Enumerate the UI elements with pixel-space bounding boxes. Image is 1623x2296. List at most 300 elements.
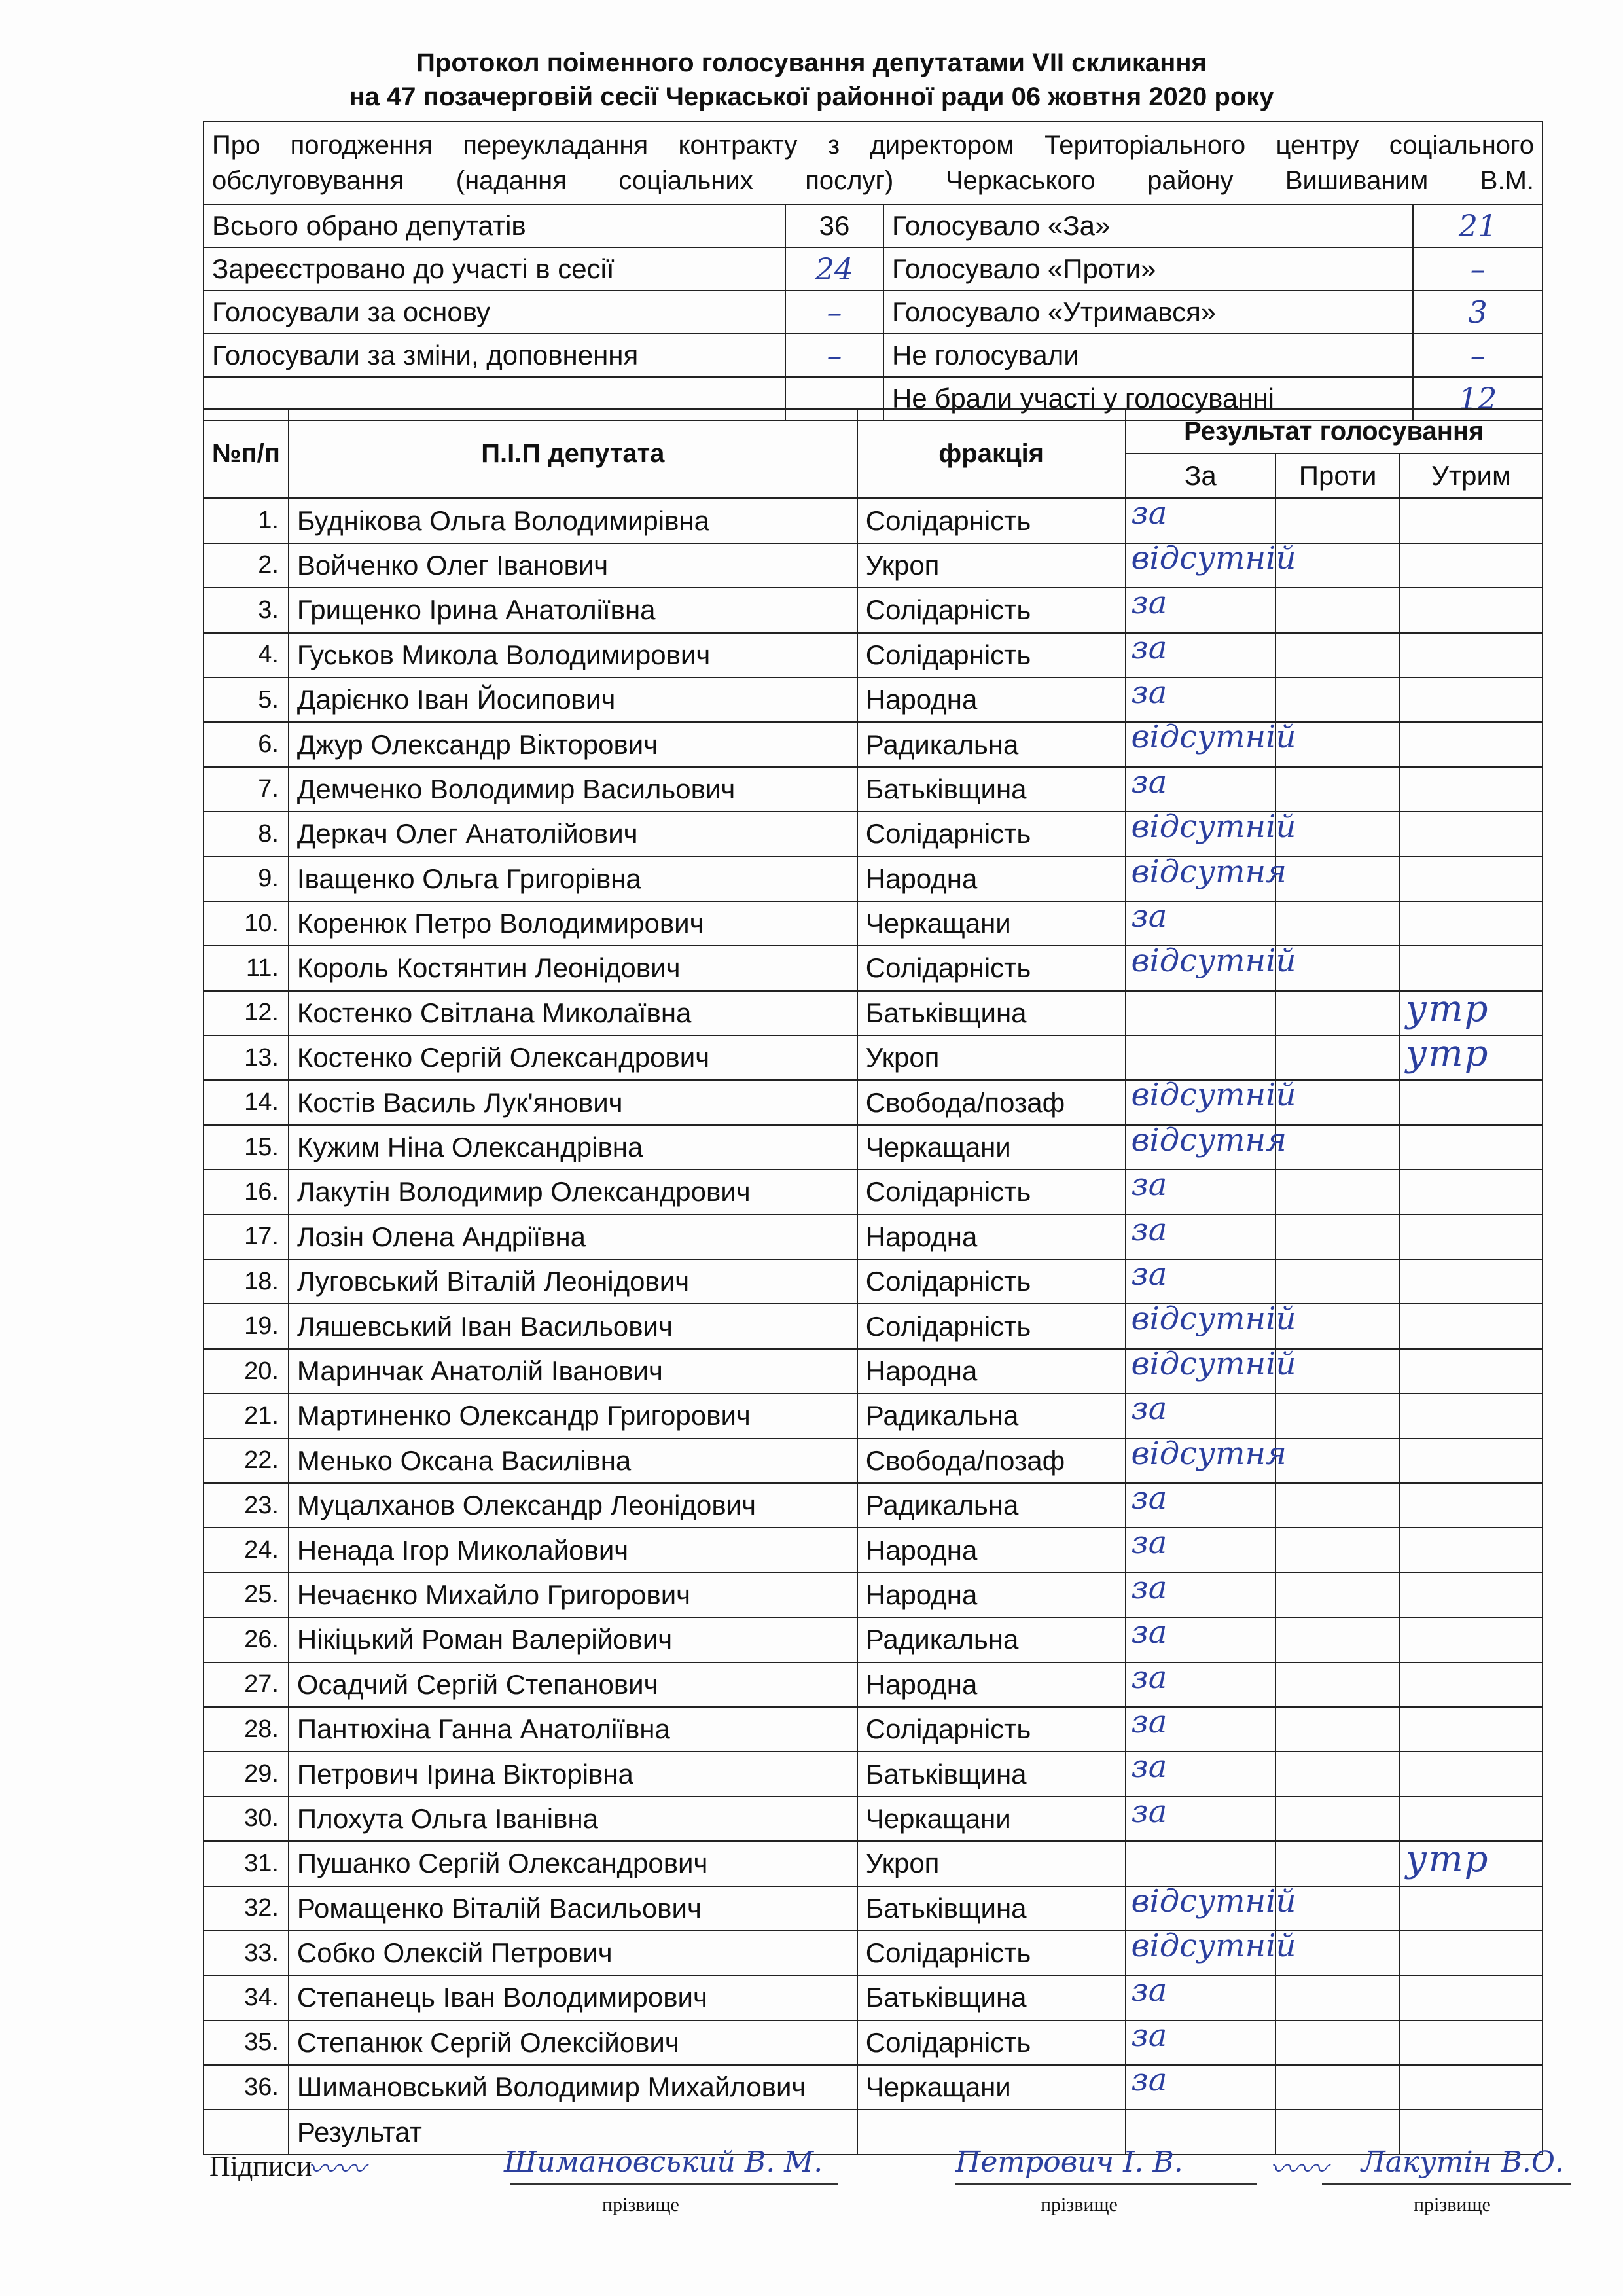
vote-cell-for bbox=[1126, 1166, 1276, 1214]
deputy-name: Петрович Ірина Вікторівна bbox=[289, 1751, 857, 1796]
row-number: 7. bbox=[204, 767, 289, 812]
vote-cell-against bbox=[1275, 946, 1400, 990]
row-number: 8. bbox=[204, 812, 289, 856]
row-number: 24. bbox=[204, 1528, 289, 1572]
vote-cell-for bbox=[1126, 763, 1276, 812]
vote-mark: відсутній bbox=[1131, 808, 1296, 846]
vote-cell-against bbox=[1275, 1439, 1400, 1483]
vote-cell-against bbox=[1275, 991, 1400, 1035]
vote-cell-for bbox=[1126, 1345, 1296, 1393]
vote-mark: за bbox=[1131, 1256, 1168, 1293]
signature-caption-1: прізвище bbox=[602, 2194, 679, 2215]
deputy-faction: Солідарність bbox=[857, 588, 1126, 632]
vote-cell-against bbox=[1275, 1931, 1400, 1975]
table-row bbox=[204, 1662, 1543, 1707]
vote-cell-abstain bbox=[1400, 1838, 1543, 1886]
vote-mark: відсутній bbox=[1131, 942, 1296, 980]
vote-cell-for bbox=[1126, 1614, 1276, 1662]
table-row bbox=[204, 767, 1543, 812]
row-number: 25. bbox=[204, 1573, 289, 1617]
vote-mark: за bbox=[1131, 673, 1168, 711]
row-number: 4. bbox=[204, 633, 289, 677]
deputy-faction: Черкащани bbox=[857, 901, 1126, 946]
deputy-name: Нікіцький Роман Валерійович bbox=[289, 1617, 857, 1662]
col-name-header: П.І.П депутата bbox=[289, 409, 857, 498]
deputy-faction: Батьківщина bbox=[857, 1751, 1126, 1796]
deputy-name: Луговський Віталій Леонідович bbox=[289, 1259, 857, 1304]
elected-label: Всього обрано депутатів bbox=[204, 204, 785, 247]
vote-cell-for bbox=[1126, 1748, 1276, 1796]
deputy-name: Ненада Ігор Миколайович bbox=[289, 1528, 857, 1572]
for-value: 21 bbox=[1413, 204, 1543, 247]
vote-cell-against bbox=[1275, 1528, 1400, 1572]
abstain-value: 3 bbox=[1413, 291, 1543, 334]
deputy-faction: Свобода/позаф bbox=[857, 1080, 1126, 1124]
table-row bbox=[204, 543, 1543, 588]
table-row bbox=[204, 1393, 1543, 1438]
table-row bbox=[204, 1304, 1543, 1348]
deputy-name: Дарієнко Іван Йосипович bbox=[289, 677, 857, 722]
row-number: 33. bbox=[204, 1931, 289, 1975]
deputy-faction: Солідарність bbox=[857, 1259, 1126, 1304]
vote-cell-for bbox=[1126, 495, 1276, 543]
vote-cell-for bbox=[1126, 942, 1296, 990]
vote-cell-against bbox=[1275, 1349, 1400, 1393]
vote-cell-for bbox=[1126, 2017, 1276, 2065]
deputy-faction: Укроп bbox=[857, 1035, 1126, 1080]
deputy-faction: Батьківщина bbox=[857, 991, 1126, 1035]
title-line-2: на 47 позачерговій сесії Черкаської районної ради 06 жовтня 2020 року bbox=[349, 82, 1274, 111]
vote-mark: відсутній bbox=[1131, 539, 1296, 577]
deputy-faction: Солідарність bbox=[857, 498, 1126, 543]
document-title bbox=[196, 46, 1427, 114]
vote-mark: відсутня bbox=[1131, 1435, 1287, 1472]
vote-cell-against bbox=[1275, 588, 1400, 632]
deputy-name: Гуськов Микола Володимирович bbox=[289, 633, 857, 677]
vote-cell-against bbox=[1275, 633, 1400, 677]
vote-mark: відсутній bbox=[1131, 1927, 1296, 1964]
vote-mark: за bbox=[1131, 1703, 1168, 1740]
deputy-name: Коренюк Петро Володимирович bbox=[289, 901, 857, 946]
table-row bbox=[204, 946, 1543, 990]
deputy-name: Іващенко Ольга Григорівна bbox=[289, 857, 857, 901]
absent-value: 12 bbox=[1413, 377, 1543, 420]
deputy-faction: Радикальна bbox=[857, 722, 1126, 766]
vote-cell-abstain bbox=[1400, 767, 1543, 812]
vote-mark: відсутній bbox=[1131, 1345, 1296, 1382]
row-number: 36. bbox=[204, 2065, 289, 2109]
vote-cell-abstain bbox=[1400, 2020, 1543, 2065]
deputy-faction: Черкащани bbox=[857, 2065, 1126, 2109]
deputy-name: Шимановський Володимир Михайлович bbox=[289, 2065, 857, 2109]
vote-cell-against bbox=[1275, 1035, 1400, 1080]
vote-cell-against bbox=[1275, 1170, 1400, 1214]
vote-cell-abstain bbox=[1400, 1393, 1543, 1438]
vote-cell-against bbox=[1275, 677, 1400, 722]
deputy-faction: Солідарність bbox=[857, 1931, 1126, 1975]
row-number: 15. bbox=[204, 1125, 289, 1170]
vote-cell-against bbox=[1275, 767, 1400, 812]
row-number: 30. bbox=[204, 1797, 289, 1841]
vote-cell-for bbox=[1126, 1211, 1276, 1259]
vote-mark: за bbox=[1131, 897, 1168, 935]
row-number: 9. bbox=[204, 857, 289, 901]
row-number: 35. bbox=[204, 2020, 289, 2065]
deputy-faction: Укроп bbox=[857, 1841, 1126, 1886]
vote-cell-against bbox=[1275, 1259, 1400, 1304]
deputy-name: Собко Олексій Петрович bbox=[289, 1931, 857, 1975]
table-row bbox=[204, 1035, 1543, 1080]
row-number: 14. bbox=[204, 1080, 289, 1124]
vote-cell-abstain bbox=[1400, 1662, 1543, 1707]
row-number: 21. bbox=[204, 1393, 289, 1438]
vote-mark: відсутня bbox=[1131, 1121, 1287, 1158]
vote-rows bbox=[204, 495, 1543, 2109]
summary-table bbox=[203, 121, 1543, 421]
deputy-name: Костів Василь Лук'янович bbox=[289, 1080, 857, 1124]
vote-mark: відсутній bbox=[1131, 1882, 1296, 1920]
deputy-name: Маринчак Анатолій Іванович bbox=[289, 1349, 857, 1393]
vote-cell-abstain bbox=[1400, 1617, 1543, 1662]
row-number: 26. bbox=[204, 1617, 289, 1662]
vote-cell-abstain bbox=[1400, 1751, 1543, 1796]
row-number: 3. bbox=[204, 588, 289, 632]
vote-cell-for bbox=[1126, 991, 1276, 1035]
table-row bbox=[204, 991, 1543, 1035]
deputy-name: Осадчий Сергій Степанович bbox=[289, 1662, 857, 1707]
deputy-name: Ромащенко Віталій Васильович bbox=[289, 1886, 857, 1931]
deputy-faction: Радикальна bbox=[857, 1393, 1126, 1438]
deputy-faction: Батьківщина bbox=[857, 767, 1126, 812]
col-abstain-header: Утрим bbox=[1400, 454, 1543, 498]
vote-cell-for bbox=[1126, 1077, 1296, 1124]
signature-scribble: 〰〰 bbox=[1270, 2153, 1327, 2186]
deputy-name: Джур Олександр Вікторович bbox=[289, 722, 857, 766]
deputy-faction: Народна bbox=[857, 677, 1126, 722]
vote-cell-against bbox=[1275, 1975, 1400, 2020]
table-row bbox=[204, 1080, 1543, 1124]
table-row bbox=[204, 1349, 1543, 1393]
vote-mark: за bbox=[1131, 1659, 1168, 1696]
vote-cell-abstain bbox=[1400, 1439, 1543, 1483]
title-line-1: Протокол поіменного голосування депутатами VII скликання bbox=[416, 48, 1207, 77]
row-number: 16. bbox=[204, 1170, 289, 1214]
vote-mark: утр bbox=[1406, 987, 1489, 1030]
deputy-name: Плохута Ольга Іванівна bbox=[289, 1797, 857, 1841]
vote-cell-for bbox=[1126, 1479, 1276, 1528]
vote-cell-for bbox=[1126, 2062, 1276, 2109]
vote-cell-abstain bbox=[1400, 543, 1543, 588]
vote-cell-for bbox=[1126, 629, 1276, 677]
deputy-name: Мартиненко Олександр Григорович bbox=[289, 1393, 857, 1438]
deputy-faction: Солідарність bbox=[857, 812, 1126, 856]
vote-mark: утр bbox=[1406, 1838, 1489, 1881]
vote-cell-for bbox=[1126, 1524, 1276, 1572]
vote-cell-against bbox=[1275, 1304, 1400, 1348]
deputy-name: Король Костянтин Леонідович bbox=[289, 946, 857, 990]
deputy-faction: Черкащани bbox=[857, 1797, 1126, 1841]
vote-cell-for bbox=[1126, 1390, 1276, 1438]
changes-label: Голосували за зміни, доповнення bbox=[204, 334, 785, 377]
vote-cell-for bbox=[1126, 1569, 1276, 1617]
vote-cell-abstain bbox=[1400, 722, 1543, 766]
subject-text: Про погодження переукладання контракту з директором Територіального центру соціального обслуговування (надання соціальних послуг) Черкаського району Вишиваним В.М. bbox=[204, 122, 1543, 204]
vote-cell-for bbox=[1126, 1972, 1276, 2020]
deputy-faction: Свобода/позаф bbox=[857, 1439, 1126, 1483]
vote-cell-abstain bbox=[1400, 1931, 1543, 1975]
vote-cell-against bbox=[1275, 1617, 1400, 1662]
vote-mark: за bbox=[1131, 495, 1168, 532]
table-row bbox=[204, 1886, 1543, 1931]
table-row bbox=[204, 1573, 1543, 1617]
vote-cell-against bbox=[1275, 1483, 1400, 1528]
vote-cell-for bbox=[1126, 1121, 1287, 1170]
deputy-faction: Черкащани bbox=[857, 1125, 1126, 1170]
vote-cell-against bbox=[1275, 1393, 1400, 1438]
row-number: 31. bbox=[204, 1841, 289, 1886]
deputy-faction: Солідарність bbox=[857, 946, 1126, 990]
vote-cell-against bbox=[1275, 498, 1400, 543]
deputy-faction: Солідарність bbox=[857, 1707, 1126, 1751]
notvoted-value: – bbox=[1413, 334, 1543, 377]
signature-line bbox=[510, 2183, 838, 2185]
signature-caption-3: прізвище bbox=[1414, 2194, 1491, 2215]
table-row bbox=[204, 1125, 1543, 1170]
deputy-faction: Народна bbox=[857, 857, 1126, 901]
table-row bbox=[204, 1528, 1543, 1572]
vote-cell-abstain bbox=[1400, 901, 1543, 946]
table-row bbox=[204, 1975, 1543, 2020]
row-number: 2. bbox=[204, 543, 289, 588]
table-row bbox=[204, 1707, 1543, 1751]
deputy-faction: Солідарність bbox=[857, 1170, 1126, 1214]
signature-line bbox=[1322, 2183, 1571, 2185]
vote-cell-abstain bbox=[1400, 857, 1543, 901]
vote-cell-against bbox=[1275, 1125, 1400, 1170]
col-number-header: №п/п bbox=[204, 409, 289, 498]
deputy-faction: Народна bbox=[857, 1662, 1126, 1707]
signature-2: Петрович І. В. bbox=[955, 2145, 1183, 2179]
deputy-name: Нечаєнко Михайло Григорович bbox=[289, 1573, 857, 1617]
vote-cell-for bbox=[1126, 1256, 1276, 1304]
vote-cell-against bbox=[1275, 1080, 1400, 1124]
absent-label: Не брали участі у голосуванні bbox=[883, 377, 1413, 420]
table-row bbox=[204, 588, 1543, 632]
vote-mark: відсутній bbox=[1131, 1300, 1296, 1338]
deputy-faction: Укроп bbox=[857, 543, 1126, 588]
vote-cell-abstain bbox=[1400, 1975, 1543, 2020]
vote-cell-for bbox=[1126, 1927, 1296, 1975]
deputy-name: Войченко Олег Іванович bbox=[289, 543, 857, 588]
vote-cell-abstain bbox=[1400, 1349, 1543, 1393]
vote-cell-abstain bbox=[1400, 1483, 1543, 1528]
vote-cell-against bbox=[1275, 812, 1400, 856]
table-row bbox=[204, 1617, 1543, 1662]
vote-mark: за bbox=[1131, 763, 1168, 800]
vote-cell-for bbox=[1126, 673, 1276, 722]
row-number: 27. bbox=[204, 1662, 289, 1707]
vote-cell-abstain bbox=[1400, 1797, 1543, 1841]
vote-mark: за bbox=[1131, 1390, 1168, 1427]
vote-cell-abstain bbox=[1400, 633, 1543, 677]
table-row bbox=[204, 633, 1543, 677]
changes-value: – bbox=[785, 334, 883, 377]
vote-cell-against bbox=[1275, 1886, 1400, 1931]
signature-caption-2: прізвище bbox=[1041, 2194, 1118, 2215]
vote-cell-against bbox=[1275, 722, 1400, 766]
row-number: 11. bbox=[204, 946, 289, 990]
vote-mark: утр bbox=[1406, 1032, 1489, 1075]
vote-cell-for bbox=[1126, 1703, 1276, 1751]
registered-label: Зареєстровано до участі в сесії bbox=[204, 247, 785, 291]
vote-mark: за bbox=[1131, 1748, 1168, 1785]
row-number: 12. bbox=[204, 991, 289, 1035]
vote-cell-against bbox=[1275, 1215, 1400, 1259]
vote-cell-for bbox=[1126, 1035, 1276, 1080]
signatures-row bbox=[209, 2140, 1571, 2219]
for-label: Голосувало «За» bbox=[883, 204, 1413, 247]
deputy-name: Буднікова Ольга Володимирівна bbox=[289, 498, 857, 543]
deputy-faction: Радикальна bbox=[857, 1617, 1126, 1662]
table-row bbox=[204, 857, 1543, 901]
col-against-header: Проти bbox=[1275, 454, 1400, 498]
vote-mark: за bbox=[1131, 2017, 1168, 2054]
row-number: 28. bbox=[204, 1707, 289, 1751]
row-number: 29. bbox=[204, 1751, 289, 1796]
deputy-name: Костенко Сергій Олександрович bbox=[289, 1035, 857, 1080]
deputy-name: Менько Оксана Василівна bbox=[289, 1439, 857, 1483]
row-number: 5. bbox=[204, 677, 289, 722]
deputy-faction: Радикальна bbox=[857, 1483, 1126, 1528]
vote-cell-for bbox=[1126, 1841, 1276, 1886]
vote-cell-abstain bbox=[1400, 1259, 1543, 1304]
row-number: 10. bbox=[204, 901, 289, 946]
table-row bbox=[204, 2065, 1543, 2109]
table-row bbox=[204, 722, 1543, 766]
deputy-name: Костенко Світлана Миколаївна bbox=[289, 991, 857, 1035]
result-label: Результат bbox=[289, 2109, 857, 2154]
vote-cell-against bbox=[1275, 543, 1400, 588]
signature-line bbox=[955, 2183, 1257, 2185]
vote-cell-against bbox=[1275, 1662, 1400, 1707]
deputy-name: Лозін Олена Андріївна bbox=[289, 1215, 857, 1259]
deputy-name: Грищенко Ірина Анатоліївна bbox=[289, 588, 857, 632]
vote-cell-for bbox=[1126, 808, 1296, 856]
notvoted-label: Не голосували bbox=[883, 334, 1413, 377]
vote-mark: за bbox=[1131, 1524, 1168, 1562]
col-for-header: За bbox=[1126, 454, 1276, 498]
vote-cell-abstain bbox=[1400, 1080, 1543, 1124]
signatures-label: Підписи bbox=[209, 2150, 312, 2182]
vote-mark: за bbox=[1131, 629, 1168, 666]
vote-cell-abstain bbox=[1400, 987, 1543, 1035]
vote-cell-against bbox=[1275, 1573, 1400, 1617]
row-number: 20. bbox=[204, 1349, 289, 1393]
vote-cell-against bbox=[1275, 1797, 1400, 1841]
deputy-faction: Народна bbox=[857, 1528, 1126, 1572]
deputy-faction: Солідарність bbox=[857, 633, 1126, 677]
table-row bbox=[204, 1931, 1543, 1975]
deputy-name: Кужим Ніна Олександрівна bbox=[289, 1125, 857, 1170]
vote-cell-abstain bbox=[1400, 1215, 1543, 1259]
vote-cell-abstain bbox=[1400, 946, 1543, 990]
table-row bbox=[204, 901, 1543, 946]
basis-value: – bbox=[785, 291, 883, 334]
row-number: 19. bbox=[204, 1304, 289, 1348]
signature-3: Лакутін В.О. bbox=[1361, 2145, 1564, 2179]
vote-cell-for bbox=[1126, 719, 1296, 766]
vote-mark: за bbox=[1131, 1166, 1168, 1204]
row-number: 32. bbox=[204, 1886, 289, 1931]
vote-cell-abstain bbox=[1400, 1032, 1543, 1080]
against-label: Голосувало «Проти» bbox=[883, 247, 1413, 291]
vote-cell-for bbox=[1126, 1882, 1296, 1931]
col-result-header: Результат голосування bbox=[1126, 409, 1543, 454]
deputy-name: Пушанко Сергій Олександрович bbox=[289, 1841, 857, 1886]
vote-mark: за bbox=[1131, 1479, 1168, 1516]
deputy-faction: Солідарність bbox=[857, 1304, 1126, 1348]
deputy-name: Степанюк Сергій Олексійович bbox=[289, 2020, 857, 2065]
vote-cell-for bbox=[1126, 1793, 1276, 1841]
vote-cell-against bbox=[1275, 857, 1400, 901]
row-number: 18. bbox=[204, 1259, 289, 1304]
vote-cell-against bbox=[1275, 1751, 1400, 1796]
vote-cell-abstain bbox=[1400, 1886, 1543, 1931]
deputy-faction: Батьківщина bbox=[857, 1886, 1126, 1931]
vote-mark: за bbox=[1131, 584, 1168, 622]
signature-1: Шимановський В. М. bbox=[504, 2145, 823, 2179]
vote-cell-for bbox=[1126, 584, 1276, 632]
table-row bbox=[204, 1797, 1543, 1841]
row-number: 34. bbox=[204, 1975, 289, 2020]
row-number: 22. bbox=[204, 1439, 289, 1483]
deputy-faction: Солідарність bbox=[857, 2020, 1126, 2065]
row-number: 17. bbox=[204, 1215, 289, 1259]
table-row bbox=[204, 1483, 1543, 1528]
table-row bbox=[204, 1841, 1543, 1886]
vote-cell-abstain bbox=[1400, 677, 1543, 722]
vote-cell-abstain bbox=[1400, 498, 1543, 543]
vote-cell-abstain bbox=[1400, 2065, 1543, 2109]
vote-cell-abstain bbox=[1400, 1170, 1543, 1214]
deputy-name: Ляшевський Іван Васильович bbox=[289, 1304, 857, 1348]
table-row bbox=[204, 1751, 1543, 1796]
vote-mark: за bbox=[1131, 2062, 1168, 2099]
elected-value: 36 bbox=[785, 204, 883, 247]
deputy-name: Муцалханов Олександр Леонідович bbox=[289, 1483, 857, 1528]
vote-cell-for bbox=[1126, 1435, 1287, 1483]
vote-cell-against bbox=[1275, 2065, 1400, 2109]
table-row bbox=[204, 1439, 1543, 1483]
deputy-name: Степанець Іван Володимирович bbox=[289, 1975, 857, 2020]
deputy-faction: Батьківщина bbox=[857, 1975, 1126, 2020]
col-faction-header: фракція bbox=[857, 409, 1126, 498]
signature-scribble: 〰〰 bbox=[308, 2153, 365, 2186]
table-row bbox=[204, 812, 1543, 856]
vote-cell-abstain bbox=[1400, 1573, 1543, 1617]
vote-cell-against bbox=[1275, 1841, 1400, 1886]
vote-cell-abstain bbox=[1400, 588, 1543, 632]
vote-cell-for bbox=[1126, 1300, 1296, 1348]
row-number: 6. bbox=[204, 722, 289, 766]
vote-cell-abstain bbox=[1400, 1707, 1543, 1751]
vote-cell-for bbox=[1126, 1659, 1276, 1707]
vote-mark: за bbox=[1131, 1614, 1168, 1651]
abstain-label: Голосувало «Утримався» bbox=[883, 291, 1413, 334]
vote-mark: за bbox=[1131, 1569, 1168, 1606]
vote-mark: за bbox=[1131, 1793, 1168, 1830]
vote-cell-abstain bbox=[1400, 1528, 1543, 1572]
